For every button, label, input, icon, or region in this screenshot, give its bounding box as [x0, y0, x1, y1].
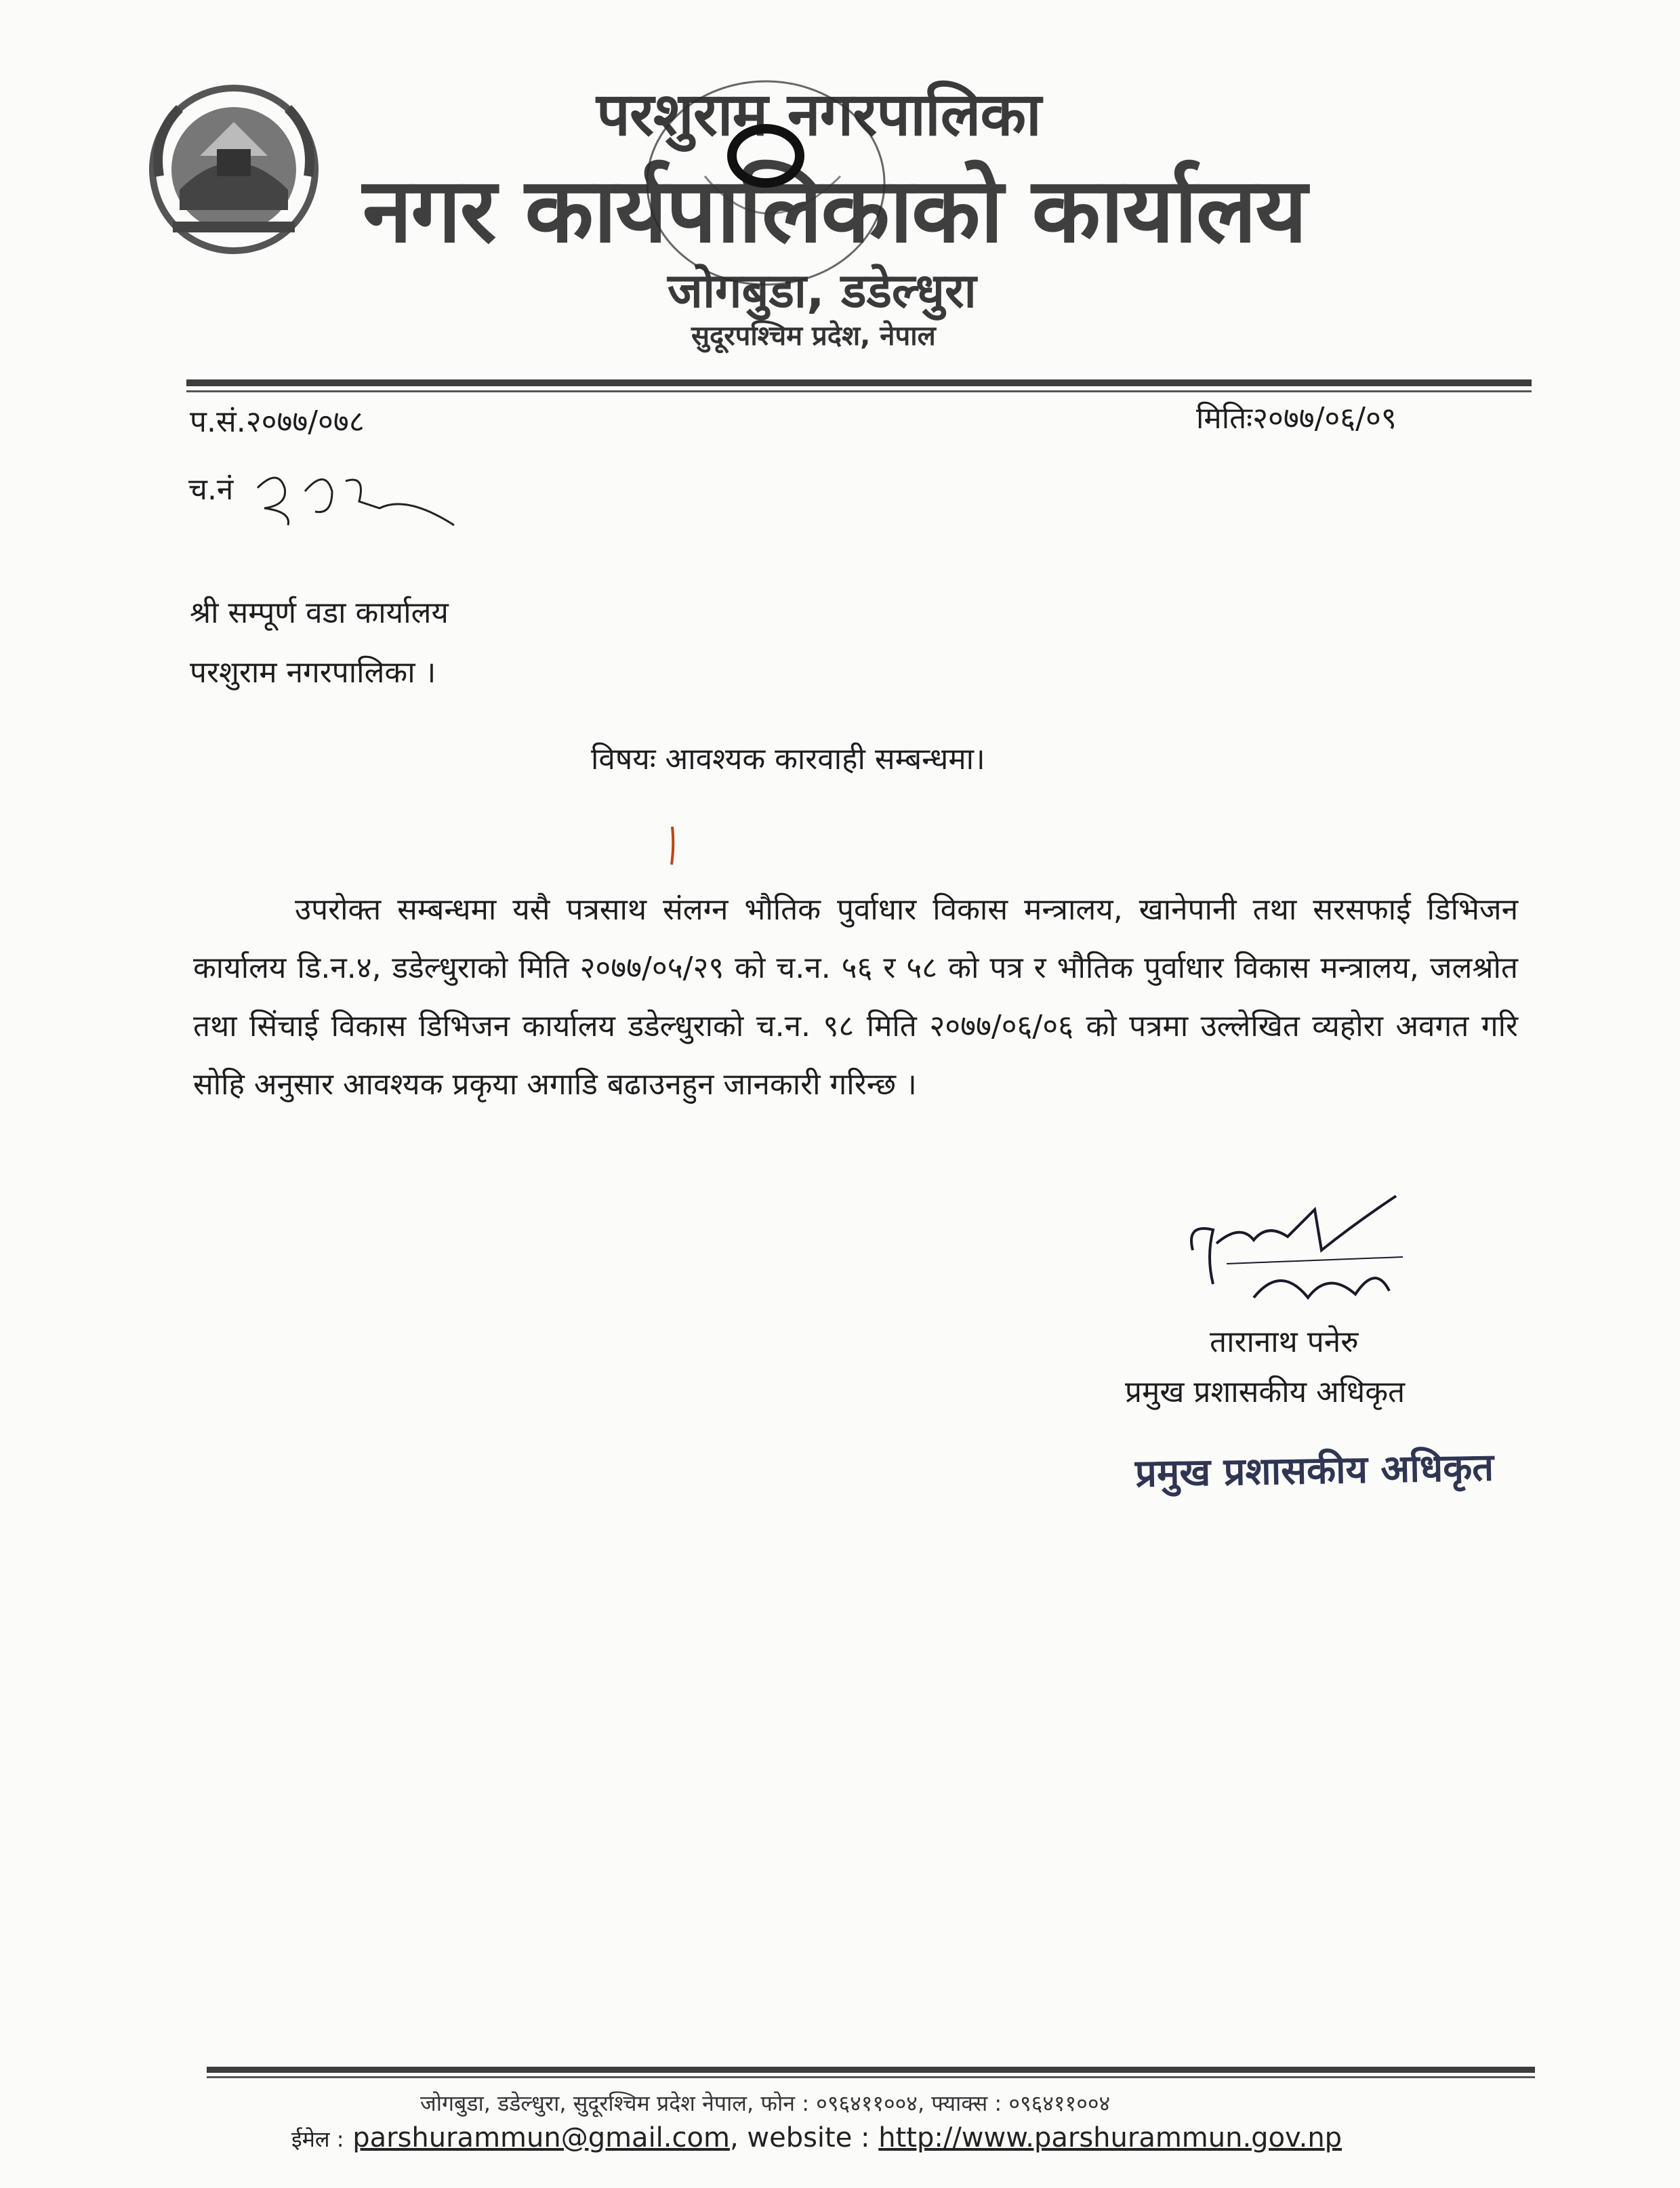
handwritten-dispatch-number	[251, 454, 461, 535]
pen-mark	[668, 825, 677, 866]
office-place: जोगबुडा, डडेल्धुरा	[668, 263, 977, 318]
signatory-stamp: प्रमुख प्रशासकीय अधिकृत	[1134, 1445, 1494, 1496]
office-province: सुदूरपश्चिम प्रदेश, नेपाल	[691, 321, 936, 352]
footer-rule	[207, 2067, 1535, 2073]
signature-handwritten	[1186, 1182, 1410, 1318]
header-rule	[186, 379, 1532, 386]
email-link[interactable]: parshurammun@gmail.com	[352, 2122, 730, 2153]
office-title: नगर कार्यपालिकाको कार्यालय	[363, 159, 1306, 263]
subject-line: विषयः आवश्यक कारवाही सम्बन्धमा।	[591, 742, 985, 777]
reference-number: प.सं.२०७७/०७८	[190, 405, 365, 439]
signatory-title: प्रमुख प्रशासकीय अधिकृत	[1125, 1375, 1406, 1409]
emblem-icon	[139, 75, 329, 264]
letter-date: मितिः२०७७/०६/०९	[1196, 401, 1397, 436]
website-link[interactable]: http://www.parshurammun.gov.np	[878, 2122, 1343, 2153]
email-label: ईमेल :	[291, 2126, 344, 2152]
website-label: , website :	[729, 2122, 870, 2153]
office-seal-icon	[623, 75, 922, 305]
addressee-line-2: परशुराम नगरपालिका ।	[190, 655, 436, 690]
dispatch-number-label: च.नं	[188, 472, 234, 507]
footer-rule-thin	[207, 2076, 1535, 2078]
footer-address: जोगबुडा, डडेल्धुरा, सुदूरश्चिम प्रदेश नेपाल, फोन : ०९६४११००४, फ्याक्स : ०९६४११००४	[420, 2090, 1111, 2116]
municipality-name: परशुराम नगरपालिका	[596, 79, 1041, 149]
signatory-name: तारानाथ पनेरु	[1210, 1325, 1359, 1359]
header-rule-thin	[186, 390, 1532, 392]
addressee-line-1: श्री सम्पूर्ण वडा कार्यालय	[190, 596, 449, 630]
footer-contact	[291, 2122, 1342, 2153]
letter-body: उपरोक्त सम्बन्धमा यसै पत्रसाथ संलग्न भौतिक पुर्वाधार विकास मन्त्रालय, खानेपानी तथा सरसफाई डिभिजन कार्यालय डि.न.४, डडेल्धुराको मिति २०७७/०५/२९ को च.न. ५६ र ५८ को पत्र र भौतिक पुर्वाधार विकास मन्त्रालय, जलश्रोत तथा सिंचाई विकास डिभिजन कार्यालय डडेल्धुराको च.न. ९८ मिति २०७७/०६/०६ को पत्रमा उल्लेखित व्यहोरा अवगत गरि सोहि अनुसार आवश्यक प्रकृया अगाडि बढाउनहुन जानकारी गरिन्छ ।	[193, 892, 1518, 1102]
